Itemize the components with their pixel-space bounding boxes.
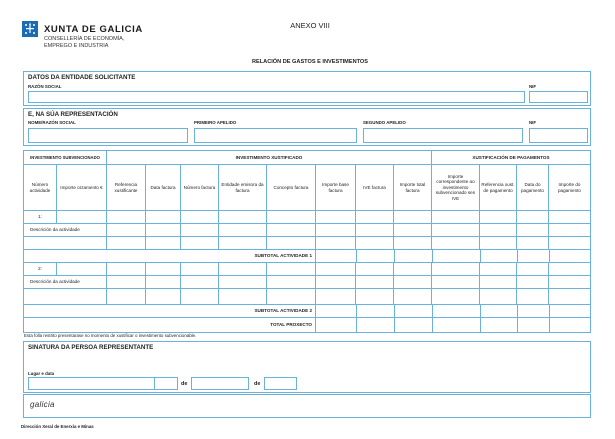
subtotal-activity-2-values[interactable] <box>316 305 591 318</box>
brand-name: XUNTA DE GALICIA <box>44 24 143 35</box>
de-label-2: de <box>254 381 261 387</box>
col-invoice-date: Data factura <box>146 165 181 211</box>
applicant-nif-field[interactable] <box>529 91 588 103</box>
subtotal-activity-1-label: SUBTOTAL ACTIVIDADE 1 <box>24 250 316 263</box>
col-subsidised-amount: Importe correspondente ao investimento subvencionado sen IVE <box>432 165 480 211</box>
group-subsidised-header: INVESTIMENTO SUBVENCIONADO <box>24 151 107 165</box>
col-payment-date: Data do pagamento <box>517 165 549 211</box>
activity-1-number: 1: <box>24 211 57 224</box>
footer-logo-box <box>23 394 591 418</box>
activity-2-description-field[interactable] <box>24 289 107 305</box>
business-name-label: RAZÓN SOCIAL <box>28 84 62 89</box>
rep-second-surname-label: SEGUNDO APELIDO <box>363 120 406 125</box>
department-line-1: CONSELLERÍA DE ECONOMÍA, <box>44 36 125 42</box>
total-project-label: TOTAL PROXECTO <box>24 318 316 332</box>
activity-1-description-field[interactable] <box>24 237 107 250</box>
activity-2-row-c[interactable] <box>107 289 591 305</box>
directorate-name: Dirección Xeral de Enerxía e Minas <box>21 424 94 429</box>
total-project-values[interactable] <box>316 318 591 332</box>
xunta-logo-icon <box>22 21 38 37</box>
activity-1-row-b[interactable] <box>107 224 591 237</box>
col-budget-amount: Importe orzamento € <box>57 165 107 211</box>
applicant-section <box>23 71 591 106</box>
subtotal-activity-2-label: SUBTOTAL ACTIVIDADE 2 <box>24 305 316 318</box>
de-label-1: de <box>181 381 188 387</box>
representative-section-title: E, NA SÚA REPRESENTACIÓN <box>28 111 118 118</box>
col-issuing-entity: Entidade emisora da factura <box>219 165 267 211</box>
col-invoice-concept: Concepto factura <box>267 165 316 211</box>
department-line-2: EMPREGO E INDUSTRIA <box>44 43 109 49</box>
rep-name-label: NOME/RAZÓN SOCIAL <box>28 120 76 125</box>
activity-1-description-label: Descrición da actividade <box>24 224 107 237</box>
applicant-nif-label: NIF <box>529 84 537 89</box>
form-title: RELACIÓN DE GASTOS E INVESTIMENTOS <box>251 59 369 65</box>
rep-second-surname-field[interactable] <box>363 128 523 143</box>
activity-1-row-a[interactable] <box>107 211 591 224</box>
group-payments-header: XUSTIFICACIÓN DE PAGAMENTOS <box>432 151 591 165</box>
month-field[interactable] <box>191 377 249 390</box>
table-note: Esta folla restrito presentarase no momento de xustificar o investimento subvencionable. <box>24 333 197 338</box>
activity-2-row-b[interactable] <box>107 276 591 289</box>
representative-section <box>23 108 591 146</box>
activity-2-budget[interactable] <box>57 263 107 276</box>
col-invoice-number: Número factura <box>181 165 219 211</box>
signature-section-title: SINATURA DA PERSOA REPRESENTANTE <box>28 344 154 351</box>
applicant-section-title: DATOS DA ENTIDADE SOLICITANTE <box>28 74 136 81</box>
activity-2-description-label: Descrición da actividade <box>24 276 107 289</box>
activity-2-row-a[interactable] <box>107 263 591 276</box>
expenses-table <box>23 150 591 333</box>
rep-name-field[interactable] <box>28 128 188 143</box>
department-name <box>44 36 124 50</box>
signature-section <box>23 341 591 393</box>
business-name-field[interactable] <box>28 91 525 103</box>
col-invoice-total: Importe total factura <box>394 165 432 211</box>
rep-nif-field[interactable] <box>529 128 588 143</box>
rep-first-surname-field[interactable] <box>194 128 357 143</box>
col-invoice-base: Importe base factura <box>316 165 356 211</box>
activity-2-number: 2: <box>24 263 57 276</box>
col-activity-number: Número actividade <box>24 165 57 211</box>
rep-first-surname-label: PRIMEIRO APELIDO <box>194 120 237 125</box>
rep-nif-label: NIF <box>529 120 537 125</box>
year-field[interactable] <box>264 377 297 390</box>
subtotal-activity-1-values[interactable] <box>316 250 591 263</box>
activity-1-row-c[interactable] <box>107 237 591 250</box>
col-receipt-reference: Referencia xustificante <box>107 165 146 211</box>
col-payment-amount: Importe do pagamento <box>549 165 591 211</box>
annex-title: ANEXO VIII <box>290 21 330 30</box>
galicia-logo: galicia <box>30 400 55 409</box>
group-justified-header: INVESTIMENTO XUSTIFICADO <box>107 151 432 165</box>
place-field[interactable] <box>28 377 165 390</box>
day-field[interactable] <box>154 377 178 390</box>
col-invoice-vat: IVE factura <box>356 165 394 211</box>
place-date-label: Lugar e data <box>28 371 55 376</box>
activity-1-budget[interactable] <box>57 211 107 224</box>
col-payment-reference: Referencia xust. de pagamento <box>480 165 517 211</box>
